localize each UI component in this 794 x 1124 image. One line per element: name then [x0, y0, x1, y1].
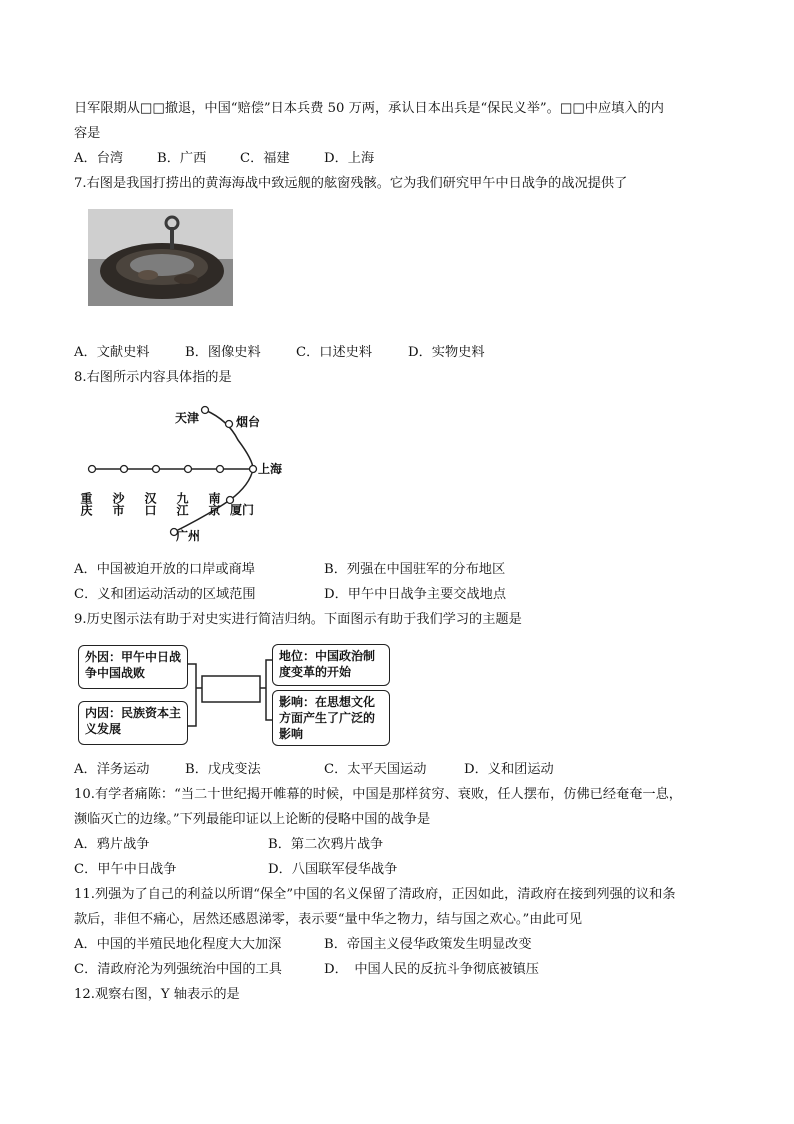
q8-option-c: C．义和团运动活动的区域范围: [74, 587, 256, 602]
q11-option-b: B．帝国主义侵华政策发生明显改变: [324, 937, 532, 952]
q12-stem: 12.观察右图，Y 轴表示的是: [74, 987, 240, 1002]
status-box: 地位：中国政治制度变革的开始: [272, 644, 390, 686]
q6-option-a: A．台湾: [74, 151, 124, 166]
jiujiang-node: [185, 466, 192, 473]
q9-option-b: B．戊戌变法: [185, 762, 261, 777]
label-guangzhou: 广州: [176, 529, 201, 543]
label-yantai: 烟台: [236, 415, 261, 429]
q10-option-b: B．第二次鸦片战争: [268, 837, 384, 852]
label-nanjing: 南京: [207, 492, 221, 516]
q11-option-a: A．中国的半殖民地化程度大大加深: [74, 937, 282, 952]
tianjin-node: [202, 407, 209, 414]
q10-option-c: C．甲午中日战争: [74, 862, 177, 877]
internal-cause-box: 内因：民族资本主义发展: [78, 701, 188, 745]
q9-option-a: A．洋务运动: [74, 762, 150, 777]
porthole-relic-photo: [88, 209, 233, 306]
q10-option-a: A．鸦片战争: [74, 837, 150, 852]
q6-option-c: C．福建: [240, 151, 290, 166]
q8-stem: 8.右图所示内容具体指的是: [74, 370, 232, 385]
q11-option-d: D． 中国人民的反抗斗争彻底被镇压: [324, 962, 539, 977]
q6-stem-line2: 容是: [74, 126, 101, 141]
q10-stem-line2: 濒临灭亡的边缘。”下列最能印证以上论断的侵略中国的战争是: [74, 812, 431, 827]
shashi-node: [121, 466, 128, 473]
label-jiujiang: 九江: [175, 492, 189, 516]
q7-option-c: C．口述史料: [296, 345, 373, 360]
q8-option-d: D．甲午中日战争主要交战地点: [324, 587, 507, 602]
q6-option-b: B．广西: [157, 151, 207, 166]
q11-option-c: C．清政府沦为列强统治中国的工具: [74, 962, 282, 977]
hankou-node: [153, 466, 160, 473]
label-xiamen: 厦门: [230, 503, 255, 517]
q11-stem-line1: 11.列强为了自己的利益以所谓“保全”中国的名义保留了清政府，正因如此，清政府在接到列强的议和条: [74, 887, 676, 902]
q7-stem: 7.右图是我国打捞出的黄海海战中致远舰的舷窗残骸。它为我们研究甲午中日战争的战况提供了: [74, 176, 628, 191]
q9-option-d: D．义和团运动: [464, 762, 554, 777]
q7-option-d: D．实物史料: [408, 345, 485, 360]
q9-option-c: C．太平天国运动: [324, 762, 427, 777]
yantai-node: [226, 421, 233, 428]
treaty-ports-map: [78, 400, 298, 550]
label-shanghai: 上海: [258, 462, 283, 476]
q11-stem-line2: 款后，非但不痛心，居然还感恩涕零，表示要“量中华之物力，结与国之欢心。”由此可见: [74, 912, 583, 927]
nanjing-node: [217, 466, 224, 473]
external-cause-box: 外因：甲午中日战争中国战败: [78, 645, 188, 689]
chongqing-node: [89, 466, 96, 473]
center-blank-box: [202, 676, 260, 702]
shanghai-node: [250, 466, 257, 473]
q10-option-d: D．八国联军侵华战争: [268, 862, 398, 877]
influence-box: 影响：在思想文化方面产生了广泛的影响: [272, 690, 390, 746]
label-chongqing: 重庆: [79, 492, 93, 516]
q8-option-b: B．列强在中国驻军的分布地区: [324, 562, 506, 577]
q8-option-a: A．中国被迫开放的口岸或商埠: [74, 562, 255, 577]
label-shashi: 沙市: [111, 492, 125, 516]
q7-option-b: B．图像史料: [185, 345, 261, 360]
q6-stem-line1: 日军限期从□□撤退，中国“赔偿”日本兵费 50 万两，承认日本出兵是“保民义举”。□□中应填入的内: [74, 101, 664, 116]
q6-option-d: D．上海: [324, 151, 375, 166]
q9-stem: 9.历史图示法有助于对史实进行简洁归纳。下面图示有助于我们学习的主题是: [74, 612, 522, 627]
q10-stem-line1: 10.有学者痛陈：“当二十世纪揭开帷幕的时候，中国是那样贫穷、衰败，任人摆布，仿佛已经奄奄一息，: [74, 787, 682, 802]
q7-option-a: A．文献史料: [74, 345, 150, 360]
label-tianjin: 天津: [175, 411, 200, 425]
label-hankou: 汉口: [143, 492, 157, 516]
